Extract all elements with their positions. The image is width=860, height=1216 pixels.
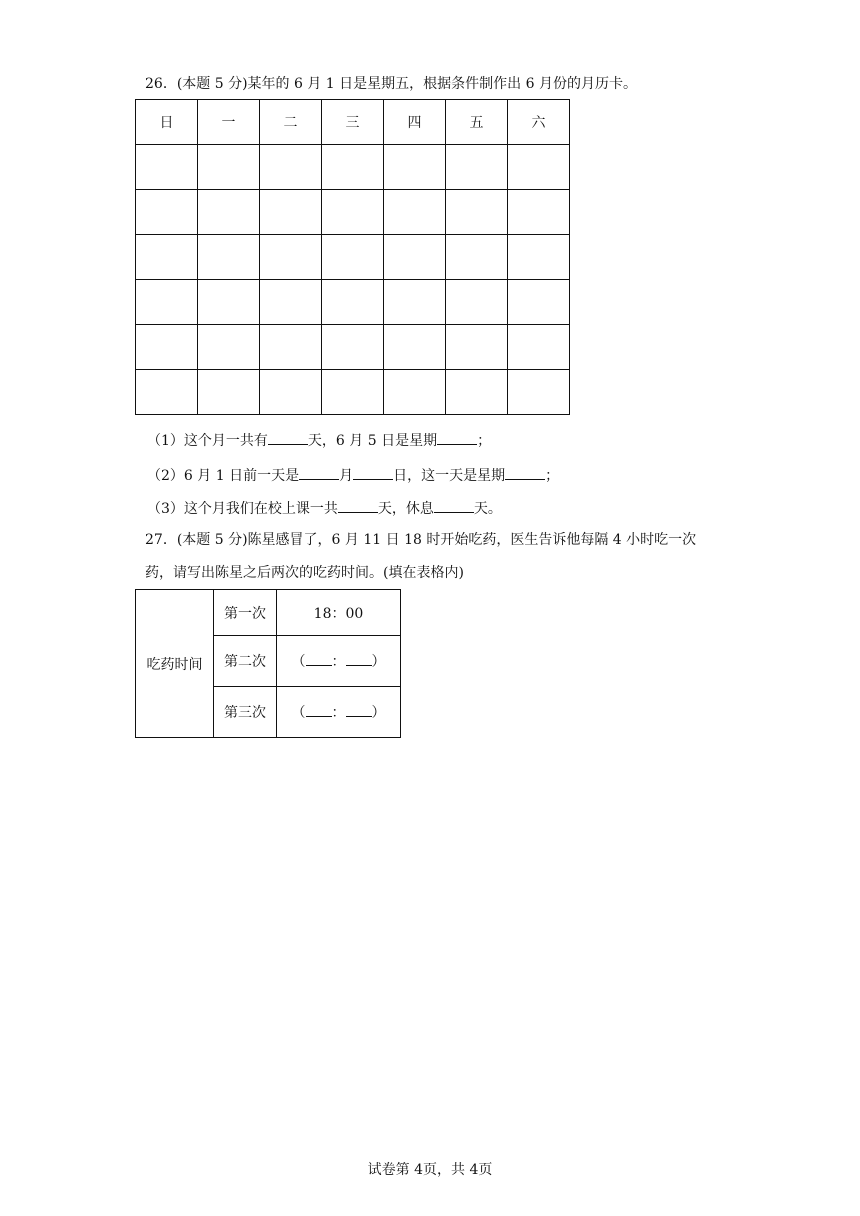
- open-paren: （: [291, 654, 306, 670]
- calendar-cell[interactable]: [446, 325, 508, 370]
- close-paren: ）: [371, 705, 386, 721]
- calendar-cell[interactable]: [260, 370, 322, 415]
- medicine-row-1: [136, 590, 401, 636]
- weekday-wed: 三: [322, 100, 384, 145]
- calendar-cell[interactable]: [508, 145, 570, 190]
- calendar-cell[interactable]: [508, 370, 570, 415]
- calendar-cell[interactable]: [260, 325, 322, 370]
- calendar-week-row: [136, 370, 570, 415]
- calendar-week-row: [136, 280, 570, 325]
- calendar-cell[interactable]: [508, 325, 570, 370]
- question-27-line-2: 药，请写出陈星之后两次的吃药时间。(填在表格内): [145, 565, 464, 581]
- calendar-cell[interactable]: [198, 145, 260, 190]
- calendar-cell[interactable]: [136, 325, 198, 370]
- june-calendar-table: [135, 99, 570, 415]
- calendar-cell[interactable]: [384, 370, 446, 415]
- calendar-cell[interactable]: [508, 235, 570, 280]
- calendar-cell[interactable]: [322, 145, 384, 190]
- q26-sub3-text-c: 天。: [473, 501, 502, 517]
- calendar-cell[interactable]: [136, 370, 198, 415]
- close-paren: ）: [371, 654, 386, 670]
- calendar-cell[interactable]: [384, 190, 446, 235]
- minute-blank[interactable]: [346, 651, 372, 666]
- question-27-line-1: 27．(本题 5 分)陈星感冒了，6 月 11 日 18 时开始吃药，医生告诉他每隔 4 小时吃一次: [145, 532, 697, 548]
- q26-sub2-text-b: 月: [339, 468, 354, 484]
- q26-sub1-text-a: （1）这个月一共有: [147, 433, 268, 449]
- calendar-cell[interactable]: [322, 280, 384, 325]
- calendar-week-row: [136, 235, 570, 280]
- calendar-cell[interactable]: [260, 235, 322, 280]
- time-colon: ：: [331, 654, 346, 670]
- calendar-cell[interactable]: [446, 280, 508, 325]
- calendar-week-row: [136, 190, 570, 235]
- calendar-cell[interactable]: [384, 280, 446, 325]
- q26-sub2-text-d: ；: [545, 468, 560, 484]
- q26-sub-question-1: [147, 428, 491, 451]
- calendar-cell[interactable]: [198, 370, 260, 415]
- dose-label-3: 第三次: [214, 687, 277, 738]
- page-footer: 试卷第 4页，共 4页: [367, 1162, 493, 1178]
- minute-blank[interactable]: [346, 702, 372, 717]
- hour-blank[interactable]: [306, 651, 332, 666]
- calendar-cell[interactable]: [322, 235, 384, 280]
- q26-sub2-text-c: 日，这一天是星期: [393, 468, 506, 484]
- answer-blank[interactable]: [434, 496, 474, 513]
- calendar-week-row: [136, 145, 570, 190]
- answer-blank[interactable]: [268, 428, 308, 445]
- calendar-week-row: [136, 325, 570, 370]
- answer-blank[interactable]: [505, 463, 545, 480]
- question-26-heading: 26．(本题 5 分)某年的 6 月 1 日是星期五，根据条件制作出 6 月份的月历卡。: [145, 76, 637, 92]
- medicine-time-table: [135, 589, 401, 738]
- weekday-mon: 一: [198, 100, 260, 145]
- calendar-header-row: [136, 100, 570, 145]
- weekday-sat: 六: [508, 100, 570, 145]
- calendar-cell[interactable]: [136, 235, 198, 280]
- q26-sub-question-2: [147, 463, 559, 486]
- q26-sub2-text-a: （2）6 月 1 日前一天是: [147, 468, 300, 484]
- calendar-cell[interactable]: [508, 280, 570, 325]
- calendar-cell[interactable]: [260, 190, 322, 235]
- hour-blank[interactable]: [306, 702, 332, 717]
- calendar-cell[interactable]: [198, 190, 260, 235]
- q26-sub1-text-c: ；: [477, 433, 492, 449]
- answer-blank[interactable]: [353, 463, 393, 480]
- calendar-cell[interactable]: [136, 280, 198, 325]
- calendar-cell[interactable]: [136, 190, 198, 235]
- calendar-cell[interactable]: [446, 235, 508, 280]
- calendar-cell[interactable]: [446, 145, 508, 190]
- dose-label-1: 第一次: [214, 590, 277, 636]
- weekday-tue: 二: [260, 100, 322, 145]
- open-paren: （: [291, 705, 306, 721]
- dose-time-1: 18：00: [277, 590, 401, 636]
- q26-sub3-text-b: 天，休息: [377, 501, 434, 517]
- weekday-sun: 日: [136, 100, 198, 145]
- q26-sub1-text-b: 天，6 月 5 日是星期: [307, 433, 438, 449]
- calendar-cell[interactable]: [384, 235, 446, 280]
- q26-sub3-text-a: （3）这个月我们在校上课一共: [147, 501, 338, 517]
- answer-blank[interactable]: [299, 463, 339, 480]
- calendar-cell[interactable]: [384, 325, 446, 370]
- time-colon: ：: [331, 705, 346, 721]
- calendar-cell[interactable]: [136, 145, 198, 190]
- calendar-cell[interactable]: [198, 280, 260, 325]
- weekday-fri: 五: [446, 100, 508, 145]
- medicine-time-label: 吃药时间: [136, 590, 214, 738]
- calendar-cell[interactable]: [322, 325, 384, 370]
- answer-blank[interactable]: [437, 428, 477, 445]
- calendar-cell[interactable]: [384, 145, 446, 190]
- calendar-cell[interactable]: [198, 235, 260, 280]
- dose-time-3: [277, 687, 401, 738]
- dose-label-2: 第二次: [214, 636, 277, 687]
- calendar-cell[interactable]: [322, 190, 384, 235]
- calendar-cell[interactable]: [260, 280, 322, 325]
- weekday-thu: 四: [384, 100, 446, 145]
- calendar-cell[interactable]: [322, 370, 384, 415]
- answer-blank[interactable]: [338, 496, 378, 513]
- calendar-cell[interactable]: [260, 145, 322, 190]
- calendar-cell[interactable]: [508, 190, 570, 235]
- calendar-cell[interactable]: [446, 370, 508, 415]
- calendar-cell[interactable]: [198, 325, 260, 370]
- calendar-cell[interactable]: [446, 190, 508, 235]
- q26-sub-question-3: [147, 496, 502, 519]
- dose-time-2: [277, 636, 401, 687]
